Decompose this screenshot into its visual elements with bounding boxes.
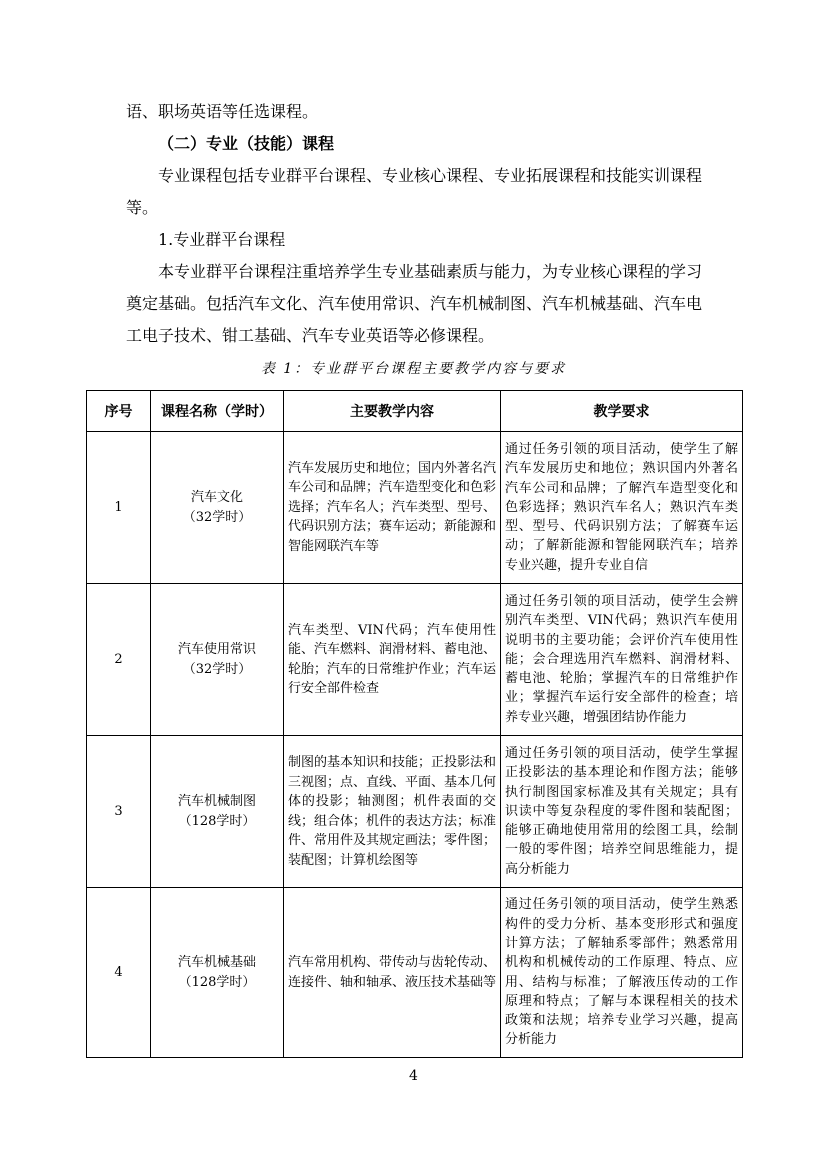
course-content: 汽车发展历史和地位；国内外著名汽车公司和品牌；汽车造型变化和色彩选择；汽车名人；汽车类型、型号、代码识别方法；赛车运动；新能源和智能网联汽车等 [284,432,501,584]
table-row [87,736,743,888]
section-heading: （二）专业（技能）课程 [158,134,335,153]
course-name-cell [151,888,284,1058]
course-content: 汽车类型、VIN代码；汽车使用性能、汽车燃料、润滑材料、蓄电池、轮胎；汽车的日常维护作业；汽车运行安全部件检查 [284,584,501,736]
row-number: 4 [87,888,151,1058]
course-name: 汽车机械制图 [177,793,256,809]
course-name-cell [151,584,284,736]
course-hours: （32学时） [182,661,252,677]
course-requirement: 通过任务引领的项目活动，使学生熟悉构件的受力分析、基本变形形式和强度计算方法；了解轴系零部件；熟悉常用机构和机械传动的工作原理、特点、应用、结构与标准；了解液压传动的工作原理和特点；了解与本课程相关的技术政策和法规；培养专业学习兴趣，提高分析能力 [501,888,743,1058]
course-content: 汽车常用机构、带传动与齿轮传动、连接件、轴和轴承、液压技术基础等 [284,888,501,1058]
paragraph-platform-courses: 本专业群平台课程注重培养学生专业基础素质与能力，为专业核心课程的学习奠定基础。包括汽车文化、汽车使用常识、汽车机械制图、汽车机械基础、汽车电工电子技术、钳工基础、汽车专业英语等必修课程。 [126,262,703,345]
row-number: 2 [87,584,151,736]
row-number: 1 [87,432,151,584]
header-content: 主要教学内容 [284,391,501,432]
table-row [87,584,743,736]
subsection-heading: 1.专业群平台课程 [158,230,286,249]
course-hours: （128学时） [178,813,256,829]
course-requirement: 通过任务引领的项目活动，使学生会辨别汽车类型、VIN代码；熟识汽车使用说明书的主要功能；会评价汽车使用性能；会合理选用汽车燃料、润滑材料、蓄电池、轮胎；掌握汽车的日常维护作业；掌握汽车运行安全部件的检查；培养专业兴趣，增强团结协作能力 [501,584,743,736]
header-number: 序号 [87,391,151,432]
course-name-cell [151,432,284,584]
header-course-name: 课程名称（学时） [151,391,284,432]
course-requirement: 通过任务引领的项目活动，使学生了解汽车发展历史和地位；熟识国内外著名汽车公司和品牌；了解汽车造型变化和色彩选择；熟识汽车名人；熟识汽车类型、型号、代码识别方法；了解赛车运动；了解新能源和智能网联汽车；培养专业兴趣，提升专业自信 [501,432,743,584]
table-row [87,888,743,1058]
paragraph-professional-courses: 专业课程包括专业群平台课程、专业核心课程、专业拓展课程和技能实训课程等。 [126,166,703,217]
course-name: 汽车文化 [190,489,243,505]
paragraph-continuation: 语、职场英语等任选课程。 [126,102,319,121]
table-row [87,432,743,584]
course-name: 汽车使用常识 [177,641,256,657]
page-number: 4 [409,1068,418,1084]
table-header-row [87,391,743,432]
course-requirement: 通过任务引领的项目活动，使学生掌握正投影法的基本理论和作图方法；能够执行制图国家标准及其有关规定；具有识读中等复杂程度的零件图和装配图；能够正确地使用常用的绘图工具，绘制一般的零件图；培养空间思维能力，提高分析能力 [501,736,743,888]
course-hours: （32学时） [182,509,252,525]
course-name: 汽车机械基础 [177,954,256,970]
header-requirement: 教学要求 [501,391,743,432]
table-caption: 表 1：专业群平台课程主要教学内容与要求 [260,361,567,377]
course-hours: （128学时） [178,974,256,990]
course-table [86,390,743,1058]
course-content: 制图的基本知识和技能；正投影法和三视图；点、直线、平面、基本几何体的投影；轴测图；机件表面的交线；组合体；机件的表达方法；标准件、常用件及其规定画法；零件图；装配图；计算机绘图等 [284,736,501,888]
row-number: 3 [87,736,151,888]
course-name-cell [151,736,284,888]
